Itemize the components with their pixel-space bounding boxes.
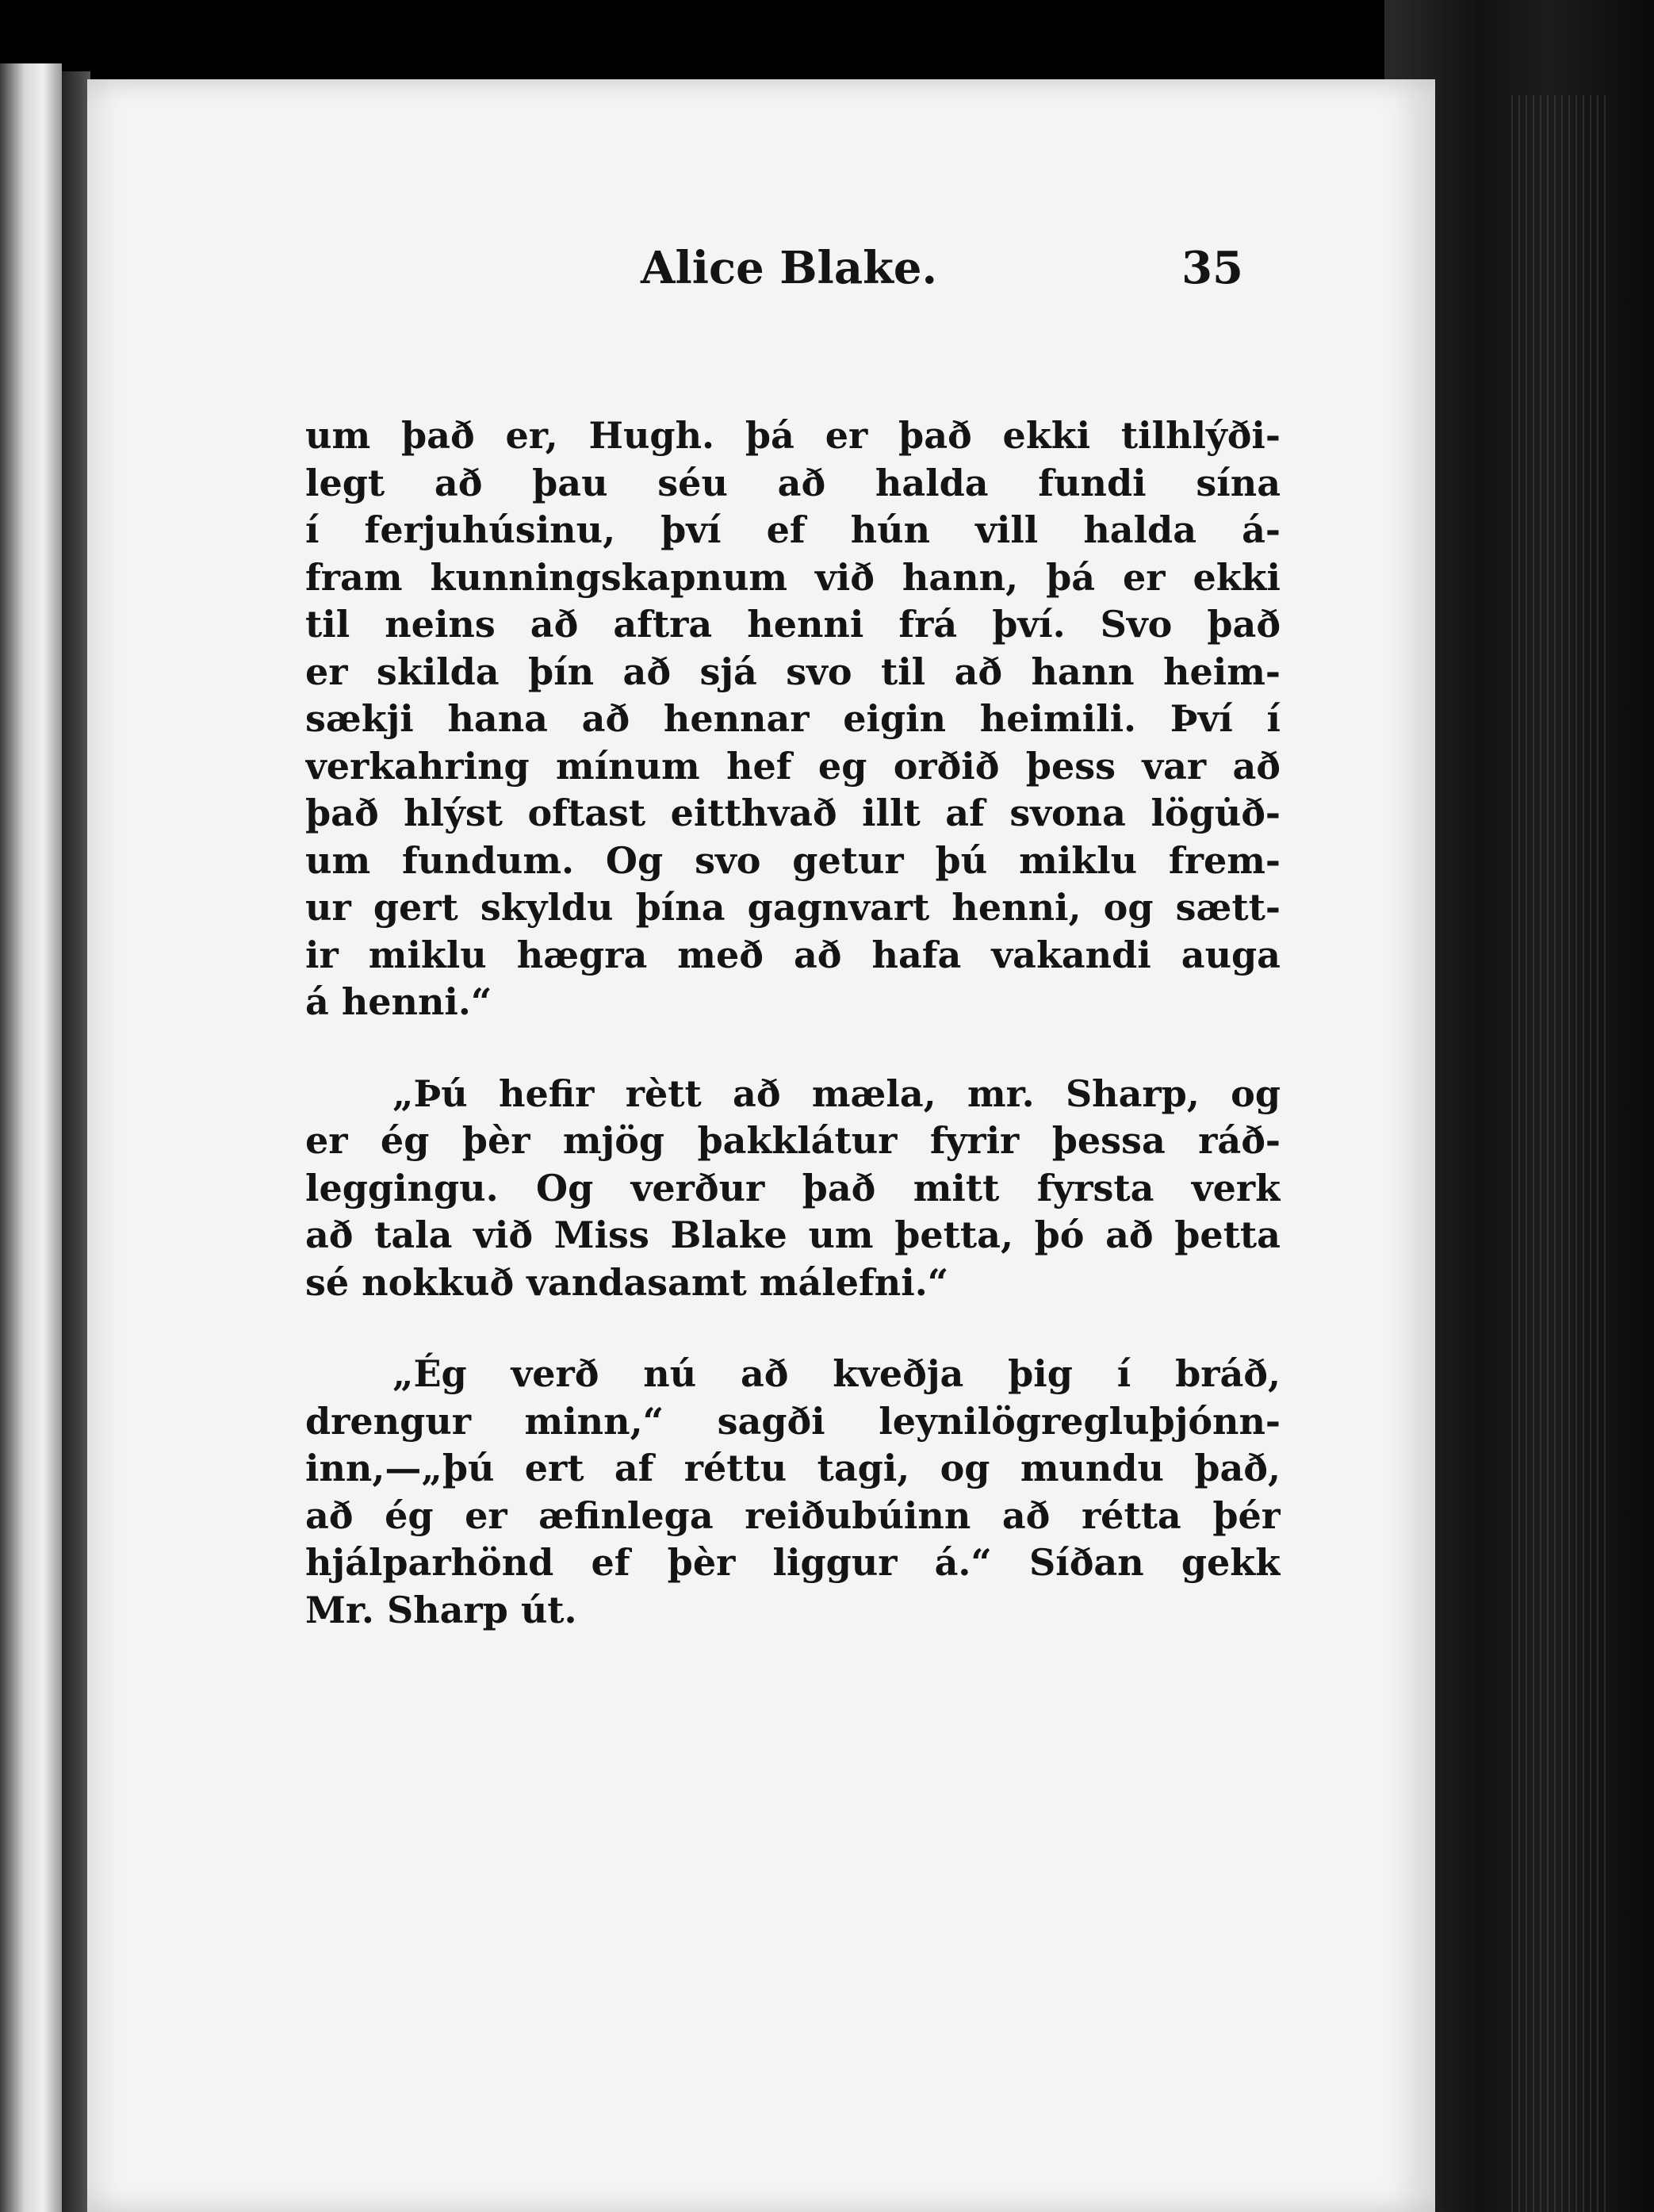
text-line: sækji hana að hennar eigin heimili. Því í bbox=[305, 697, 1281, 740]
text-line: drengur minn,“ sagði leynilögregluþjónn- bbox=[305, 1399, 1281, 1443]
text-line: að ég er æfinlega reiðubúinn að rétta þér bbox=[305, 1493, 1281, 1537]
text-line: það hlýst oftast eitthvað illt af svona lögu̇ð- bbox=[305, 792, 1281, 834]
paragraph bbox=[305, 1351, 1281, 1634]
text-line: um það er, Hugh. þá er það ekki tilhlýði- bbox=[305, 414, 1281, 457]
running-header bbox=[641, 242, 1243, 329]
text-line: legt að þau séu að halda fundi sína bbox=[305, 461, 1281, 504]
page-stack-lines bbox=[1511, 95, 1606, 2212]
text-line: í ferjuhúsinu, því ef hún vill halda á- bbox=[305, 508, 1281, 551]
paragraph-gap bbox=[305, 1306, 1281, 1351]
text-line: er ég þèr mjög þakklátur fyrir þessa ráð- bbox=[305, 1119, 1281, 1162]
paragraph bbox=[305, 412, 1281, 1026]
text-line: ur gert skyldu þína gagnvart henni, og sætt- bbox=[305, 886, 1281, 929]
paragraph-gap bbox=[305, 1026, 1281, 1071]
text-line: inn,—„þú ert af réttu tagi, og mundu það, bbox=[305, 1447, 1281, 1489]
paragraph bbox=[305, 1071, 1281, 1307]
text-line: hjálparhönd ef þèr liggur á.“ Síðan gekk bbox=[305, 1541, 1281, 1584]
text-line: Mr. Sharp út. bbox=[305, 1588, 577, 1631]
text-line: að tala við Miss Blake um þetta, þó að þetta bbox=[305, 1213, 1281, 1256]
text-line: er skilda þín að sjá svo til að hann heim- bbox=[305, 650, 1281, 693]
text-line: „Ég verð nú að kveðja þig í bráð, bbox=[392, 1352, 1281, 1395]
body-text bbox=[305, 412, 1281, 1634]
text-line: „Þú hefir rètt að mæla, mr. Sharp, og bbox=[392, 1071, 1281, 1115]
text-line: leggingu. Og verður það mitt fyrsta verk bbox=[305, 1166, 1281, 1210]
text-line: til neins að aftra henni frá því. Svo það bbox=[305, 603, 1281, 646]
text-line: ir miklu hægra með að hafa vakandi auga bbox=[305, 933, 1281, 976]
left-page-edge bbox=[0, 63, 62, 2212]
text-line: verkahring mínum hef eg orðið þess var að bbox=[305, 744, 1281, 788]
text-line: sé nokkuð vandasamt málefni.“ bbox=[305, 1260, 949, 1304]
text-line: á henni.“ bbox=[305, 980, 492, 1023]
text-line: um fundum. Og svo getur þú miklu frem- bbox=[305, 838, 1281, 882]
running-title: Alice Blake. bbox=[641, 242, 938, 294]
text-line: fram kunningskapnum við hann, þá er ekki bbox=[305, 555, 1281, 599]
binding-gutter bbox=[62, 71, 90, 2212]
page-number: 35 bbox=[1181, 242, 1243, 294]
